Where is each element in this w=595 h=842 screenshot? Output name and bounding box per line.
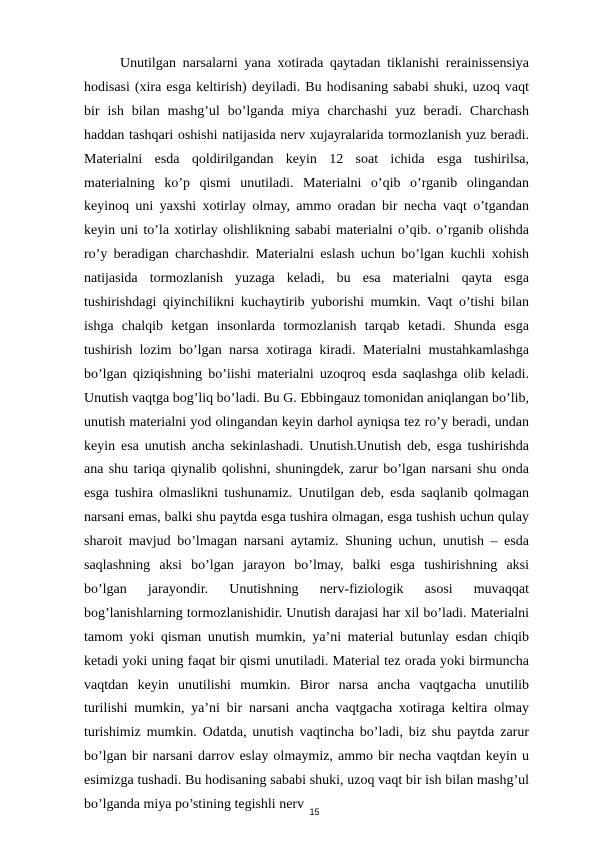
page-number: 15 xyxy=(309,807,320,817)
body-paragraph: Unutilgan narsalarni yana xotirada qaytadan tiklanishi rerainissensiya hodisasi (xira esga keltirish) deyiladi. Bu hodisaning sababi shuki, uzoq vaqt bir ish bilan mashg’ul bo’lganda miya charchashi yuz beradi. Charchash haddan tashqari oshishi natijasida nerv xujayralarida tormozlanish yuz beradi. Materialni esda qoldirilgandan keyin 12 soat ichida esga tushirilsa, materialning ko’p qismi unutiladi. Materialni o’qib o’rganib olingandan keyinoq uni yaxshi xotirlay olmay, ammo oradan bir necha vaqt o’tgandan keyin uni to’la xotirlay olishlikning sababi materialni o’qib. o’rganib olishda ro’y beradigan charchashdir. Materialni eslash uchun bo’lgan kuchli xohish natijasida tormozlanish yuzaga keladi, bu esa materialni qayta esga tushirishdagi qiyinchilikni kuchaytirib yuborishi mumkin. Vaqt o’tishi bilan ishga chalqib ketgan insonlarda tormozlanish tarqab ketadi. Shunda esga tushirish lozim bo’lgan narsa xotiraga kiradi. Materialni mustahkamlashga bo’lgan qiziqishning bo’iishi materialni uzoqroq esda saqlashga olib keladi. Unutish vaqtga bog’liq bo’ladi. Bu G. Ebbingauz tomonidan aniqlangan bo’lib, unutish materialni yod olingandan keyin darhol ayniqsa tez ro’y beradi, undan keyin esa unutish ancha sekinlashadi. Unutish.Unutish deb, esga tushirishda ana shu tariqa qiynalib qolishni, shuningdek, zarur bo’lgan narsani shu onda esga tushira olmaslikni tushunamiz. Unutilgan deb, esda saqlanib qolmagan narsani emas, balki shu paytda esga tushira olmagan, esga tushish uchun qulay sharoit mavjud bo’lmagan narsani aytamiz. Shuning uchun, unutish – esda saqlashning aksi bo’lgan jarayon bo’lmay, balki esga tushirishning aksi bo’lgan jarayondir. Unutishning nerv-fiziologik asosi muvaqqat bog’lanishlarning tormozlanishidir. Unutish darajasi har xil bo’ladi. Materialni tamom yoki qisman unutish mumkin, ya’ni material butunlay esdan chiqib ketadi yoki uning faqat bir qismi unutiladi. Material tez orada yoki birmuncha vaqtdan keyin unutilishi mumkin. Biror narsa ancha vaqtgacha unutilib turilishi mumkin, ya’ni bir narsani ancha vaqtgacha xotiraga keltira olmay turishimiz mumkin. Odatda, unutish vaqtincha bo’ladi, biz shu paytda zarur bo’lgan bir narsani darrov eslay olmaymiz, ammo bir necha vaqtdan keyin u esimizga tushadi. Bu hodisaning sababi shuki, uzoq vaqt bir ish bilan mashg’ul bo’lganda miya po’stining tegishli nerv xyxy=(84,56,529,813)
